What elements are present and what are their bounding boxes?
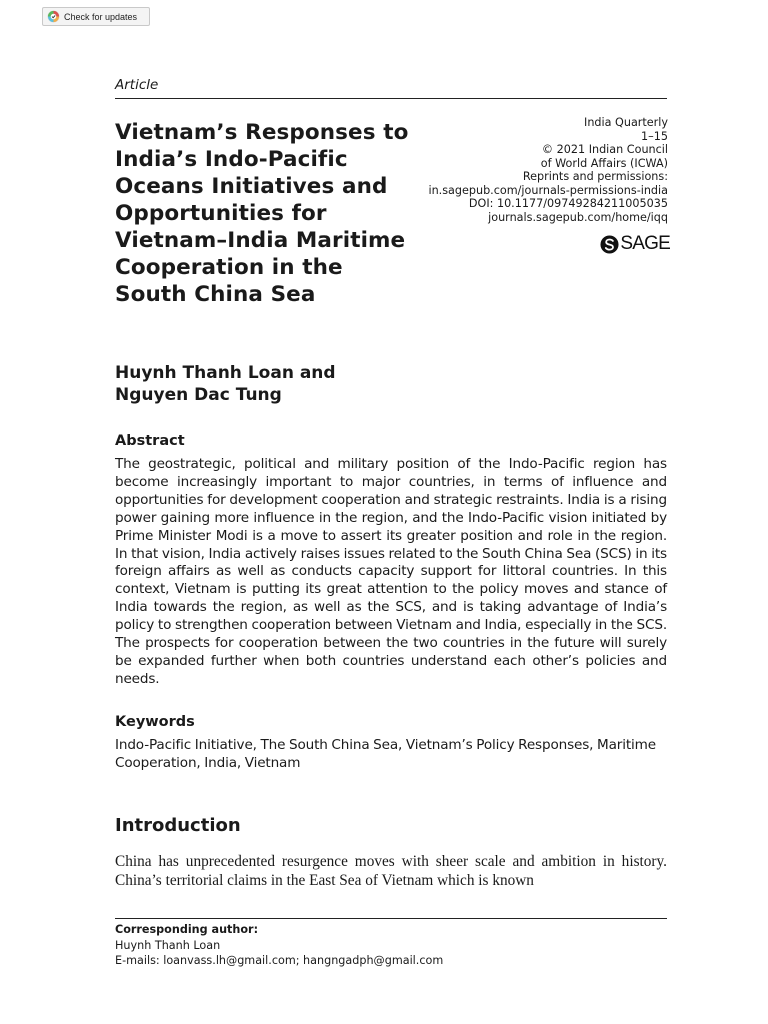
introduction-heading: Introduction	[115, 815, 241, 836]
check-for-updates-button[interactable]	[42, 7, 150, 26]
sage-logo-icon	[600, 235, 619, 254]
author-list	[115, 362, 336, 406]
abstract-text: The geostrategic, political and military position of the Indo-Pacific region has become increasingly important to major countries, in terms of influence and opportunities for development cooperation and strategic restraints. India is a rising power gaining more influence in the region, and the Indo-Pacific vision initiated by Prime Minister Modi is a move to assert its greater position and role in the region. In that vision, India actively raises issues related to the South China Sea (SCS) in its foreign affairs as well as conducts capacity support for littoral countries. In this context, Vietnam is putting its great attention to the policy moves and stance of India towards the region, as well as the SCS, and is taking advantage of India’s policy to strengthen cooperation between Vietnam and India, especially in the SCS. The prospects for cooperation between the two countries in the future will surely be expanded further when both countries understand each other’s policies and needs.	[115, 456, 667, 687]
abstract-heading: Abstract	[115, 433, 185, 449]
copyright-line: © 2021 Indian Council	[541, 143, 668, 156]
corresponding-author-label: Corresponding author:	[115, 923, 259, 936]
header-rule	[115, 98, 667, 99]
publisher-name: SAGE	[620, 233, 670, 254]
copyright-org: of World Affairs (ICWA)	[540, 156, 668, 170]
corresponding-author-emails[interactable]: E-mails: loanvass.lh@gmail.com; hangngadph@gmail.com	[115, 954, 444, 967]
check-for-updates-label: Check for updates	[64, 11, 138, 22]
journal-name: India Quarterly	[584, 116, 668, 129]
crossmark-icon	[47, 10, 60, 23]
journal-link[interactable]: journals.sagepub.com/home/iqq	[488, 210, 668, 224]
reprints-link[interactable]: in.sagepub.com/journals-permissions-india	[428, 183, 668, 197]
journal-metadata	[428, 116, 668, 224]
corresponding-author-footnote	[115, 922, 443, 969]
page-range: 1–15	[641, 129, 668, 143]
keywords-heading: Keywords	[115, 714, 195, 730]
footnote-rule	[115, 918, 667, 919]
corresponding-author-name: Huynh Thanh Loan	[115, 938, 221, 952]
section-label: Article	[115, 77, 159, 93]
doi-link[interactable]: DOI: 10.1177/09749284211005035	[468, 197, 668, 210]
reprints-label: Reprints and permissions:	[522, 170, 668, 183]
article-title: Vietnam’s Responses to India’s Indo-Pacific Oceans Initiatives and Opportunities for Vietnam–India Maritime Cooperation in the South China Sea	[115, 120, 409, 307]
introduction-text: China has unprecedented resurgence moves with sheer scale and ambition in history. China’s territorial claims in the East Sea of Vietnam which is known	[115, 853, 667, 889]
keywords-text: Indo-Pacific Initiative, The South China Sea, Vietnam’s Policy Responses, Maritime Cooperation, India, Vietnam	[115, 737, 656, 771]
publisher-logo	[600, 233, 670, 255]
author-line-1: Huynh Thanh Loan and	[115, 363, 336, 383]
author-line-2: Nguyen Dac Tung	[115, 385, 282, 405]
